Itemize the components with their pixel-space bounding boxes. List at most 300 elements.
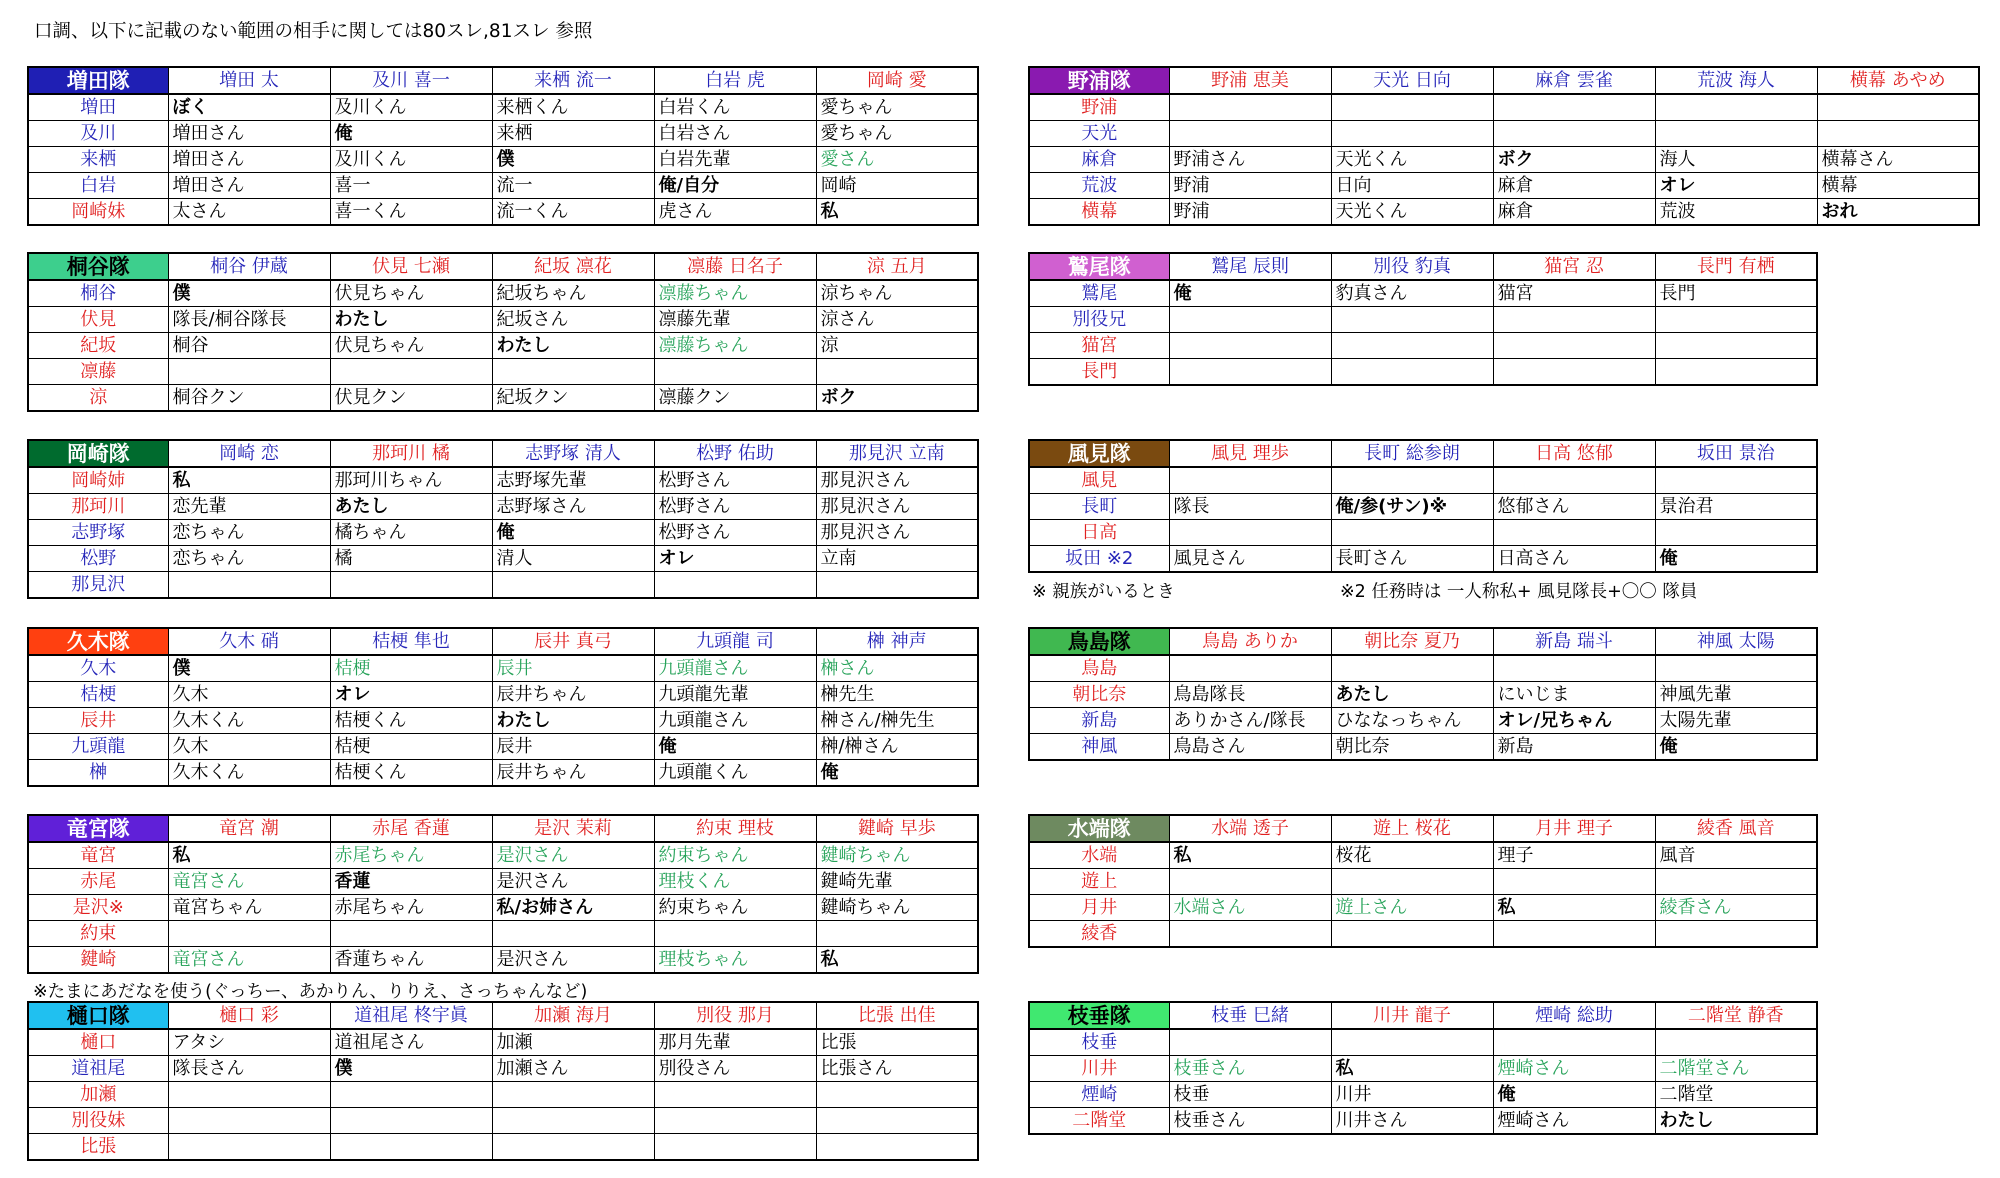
table-cell: 枝垂さん [1169,1056,1331,1082]
table-cell [654,572,816,599]
table-cell: 道祖尾さん [330,1029,492,1056]
table-cell [1169,94,1331,121]
table-cell: 桐谷クン [168,385,330,412]
row-label: 二階堂 [1029,1108,1169,1135]
table-cell: 太陽先輩 [1655,708,1817,734]
table-cell [1493,94,1655,121]
table-cell [492,1108,654,1134]
table-cell: 僕 [330,1056,492,1082]
member-header: 伏見 七瀬 [330,253,492,280]
member-header: 綾香 風音 [1655,815,1817,842]
row-label: 綾香 [1029,921,1169,948]
table-row [28,280,978,307]
table-cell: 僕 [492,147,654,173]
row-label: 川井 [1029,1056,1169,1082]
table-cell [1817,94,1979,121]
table-cell [1493,121,1655,147]
table-cell [1493,333,1655,359]
table-cell: 約束ちゃん [654,895,816,921]
table-cell [1655,94,1817,121]
table-cell: 那月先輩 [654,1029,816,1056]
row-label: 是沢※ [28,895,168,921]
table-cell: 赤尾ちゃん [330,895,492,921]
member-header: 志野塚 清人 [492,440,654,467]
table-row [28,1056,978,1082]
table-cell: 理枝くん [654,869,816,895]
table-cell [1331,121,1493,147]
table-cell: 横幕 [1817,173,1979,199]
member-header: 桔梗 隼也 [330,628,492,655]
table-cell [654,1108,816,1134]
table-cell: 白岩くん [654,94,816,121]
member-header: 長町 総参朗 [1331,440,1493,467]
table-cell: 綾香さん [1655,895,1817,921]
table-cell: 志野塚先輩 [492,467,654,494]
table-cell: 喜一 [330,173,492,199]
table-cell: 清人 [492,546,654,572]
row-label: 月井 [1029,895,1169,921]
squad-title: 野浦隊 [1029,67,1169,94]
table-cell [1655,121,1817,147]
row-label: 加瀬 [28,1082,168,1108]
table-cell: 俺 [654,734,816,760]
table-cell: 増田さん [168,121,330,147]
table-cell: 是沢さん [492,869,654,895]
table-cell [1493,655,1655,682]
member-header: 月井 理子 [1493,815,1655,842]
table-cell: 九頭龍さん [654,655,816,682]
table-cell [1169,359,1331,386]
member-header: 二階堂 静香 [1655,1002,1817,1029]
table-cell [1169,869,1331,895]
table-row [1029,921,1817,948]
table-cell: 流一 [492,173,654,199]
table-cell: 香蓮 [330,869,492,895]
member-header: 紀坂 凛花 [492,253,654,280]
table-row [1029,94,1979,121]
member-header: 及川 喜一 [330,67,492,94]
row-label: 約束 [28,921,168,947]
table-cell: 榊先生 [816,682,978,708]
row-label: 日高 [1029,520,1169,546]
table-cell: 松野さん [654,467,816,494]
row-label: 那珂川 [28,494,168,520]
table-cell: 私 [1493,895,1655,921]
table-cell: 辰井 [492,734,654,760]
member-header: 那見沢 立南 [816,440,978,467]
table-cell [1655,333,1817,359]
table-cell: 隊長 [1169,494,1331,520]
squad-table [27,627,979,787]
table-cell: 俺/自分 [654,173,816,199]
squad-table [27,66,979,226]
table-row [28,385,978,412]
table-cell [1331,307,1493,333]
member-header: 横幕 あやめ [1817,67,1979,94]
member-header: 猫宮 忍 [1493,253,1655,280]
row-label: 風見 [1029,467,1169,494]
table-cell: わたし [492,333,654,359]
table-cell: 俺 [1655,734,1817,761]
table-cell [1331,869,1493,895]
table-cell: 神風先輩 [1655,682,1817,708]
table-cell: 二階堂さん [1655,1056,1817,1082]
table-cell: あたし [330,494,492,520]
table-cell: 理子 [1493,842,1655,869]
member-header: 九頭龍 司 [654,628,816,655]
table-cell [1331,921,1493,948]
member-header: 赤尾 香蓮 [330,815,492,842]
member-header: 樋口 彩 [168,1002,330,1029]
table-row [1029,842,1817,869]
table-cell [816,1134,978,1161]
table-cell: 風見さん [1169,546,1331,573]
row-label: 竜宮 [28,842,168,869]
header-row [1029,440,1817,467]
member-header: 榊 神声 [816,628,978,655]
table-cell: 俺/参(サン)※ [1331,494,1493,520]
table-cell [1169,1029,1331,1056]
member-header: 鍵崎 早歩 [816,815,978,842]
member-header: 天光 日向 [1331,67,1493,94]
table-cell [1655,467,1817,494]
member-header: 神風 太陽 [1655,628,1817,655]
table-cell: 比張 [816,1029,978,1056]
table-cell: わたし [492,708,654,734]
table-cell [1655,1029,1817,1056]
table-cell: 海人 [1655,147,1817,173]
table-cell: 私 [1331,1056,1493,1082]
table-cell: 紀坂クン [492,385,654,412]
row-label: 桐谷 [28,280,168,307]
member-header: 松野 佑助 [654,440,816,467]
table-cell: 日高さん [1493,546,1655,573]
table-cell: 愛ちゃん [816,94,978,121]
table-cell: 野浦さん [1169,147,1331,173]
table-cell: おれ [1817,199,1979,226]
table-cell: 竜宮さん [168,947,330,974]
row-label: 松野 [28,546,168,572]
row-label: 遊上 [1029,869,1169,895]
table-cell [1817,121,1979,147]
table-cell: 伏見ちゃん [330,280,492,307]
table-cell: 鍵崎ちゃん [816,895,978,921]
table-cell [168,1134,330,1161]
row-label: 長町 [1029,494,1169,520]
table-row [28,494,978,520]
table-cell: あたし [1331,682,1493,708]
table-cell: 煙崎さん [1493,1108,1655,1135]
table-cell: 鍵崎先輩 [816,869,978,895]
table-row [28,94,978,121]
table-cell: 私 [168,467,330,494]
table-row [28,655,978,682]
squad-table [1028,252,1818,386]
member-header: 坂田 景治 [1655,440,1817,467]
table-cell: 隊長さん [168,1056,330,1082]
table-cell: 加瀬さん [492,1056,654,1082]
table-row [1029,121,1979,147]
table-row [28,842,978,869]
table-cell [330,359,492,385]
table-cell: 俺 [1169,280,1331,307]
table-cell: 凛藤ちゃん [654,280,816,307]
header-row [1029,253,1817,280]
table-cell [1493,307,1655,333]
table-cell: ありかさん/隊長 [1169,708,1331,734]
member-header: 枝垂 巳緒 [1169,1002,1331,1029]
row-label: 別役妹 [28,1108,168,1134]
row-label: 凛藤 [28,359,168,385]
table-cell: 那見沢さん [816,467,978,494]
table-cell [1331,655,1493,682]
squad-table [1028,66,1980,226]
squad-table [1028,627,1818,761]
table-cell: ぼく [168,94,330,121]
table-cell: 松野さん [654,494,816,520]
table-cell: 長町さん [1331,546,1493,573]
row-label: 辰井 [28,708,168,734]
row-label: 岡崎姉 [28,467,168,494]
table-cell [1331,467,1493,494]
squad-table [1028,814,1818,948]
row-label: 榊 [28,760,168,787]
table-cell: 辰井ちゃん [492,760,654,787]
table-cell: 理枝ちゃん [654,947,816,974]
table-cell: 煙崎さん [1493,1056,1655,1082]
member-header: 長門 有栖 [1655,253,1817,280]
table-cell: 那見沢さん [816,520,978,546]
squad-title: 鷲尾隊 [1029,253,1169,280]
table-cell [1169,655,1331,682]
table-cell: 約束ちゃん [654,842,816,869]
member-header: 比張 出佳 [816,1002,978,1029]
member-header: 久木 硝 [168,628,330,655]
row-label: 比張 [28,1134,168,1161]
row-label: 那見沢 [28,572,168,599]
table-cell: 竜宮さん [168,869,330,895]
table-cell: 桔梗くん [330,760,492,787]
table-cell [492,921,654,947]
table-row [1029,467,1817,494]
squad-title: 増田隊 [28,67,168,94]
header-row [28,67,978,94]
table-cell: 風音 [1655,842,1817,869]
table-cell: 流一くん [492,199,654,226]
table-cell: 恋ちゃん [168,546,330,572]
table-cell [330,921,492,947]
table-cell: 涼さん [816,307,978,333]
table-cell: 川井さん [1331,1108,1493,1135]
table-row [28,869,978,895]
table-cell: 俺 [492,520,654,546]
member-header: 加瀬 海月 [492,1002,654,1029]
member-header: 来栖 流一 [492,67,654,94]
member-header: 約束 理枝 [654,815,816,842]
squad-table [27,1001,979,1161]
table-row [1029,655,1817,682]
member-header: 野浦 恵美 [1169,67,1331,94]
table-cell: 伏見ちゃん [330,333,492,359]
table-cell [816,921,978,947]
header-row [1029,815,1817,842]
row-label: 桔梗 [28,682,168,708]
table-cell [1169,121,1331,147]
table-row [1029,280,1817,307]
table-cell: 枝垂さん [1169,1108,1331,1135]
table-cell: 僕 [168,280,330,307]
table-cell: 紀坂さん [492,307,654,333]
table-cell: 桔梗 [330,734,492,760]
table-row [1029,1108,1817,1135]
table-cell: 私/お姉さん [492,895,654,921]
table-cell: 那見沢さん [816,494,978,520]
table-cell: 恋先輩 [168,494,330,520]
row-label: 涼 [28,385,168,412]
member-header: 別役 那月 [654,1002,816,1029]
table-cell: 桔梗くん [330,708,492,734]
table-cell: 愛ちゃん [816,121,978,147]
table-cell: 増田さん [168,147,330,173]
table-row [28,359,978,385]
row-label: 猫宮 [1029,333,1169,359]
table-cell: 俺 [816,760,978,787]
row-label: 久木 [28,655,168,682]
row-label: 煙崎 [1029,1082,1169,1108]
table-cell: わたし [330,307,492,333]
table-cell [1655,359,1817,386]
table-cell [1493,921,1655,948]
table-cell: 別役さん [654,1056,816,1082]
table-cell: 松野さん [654,520,816,546]
table-row [28,121,978,147]
squad-title: 久木隊 [28,628,168,655]
table-cell: 来栖くん [492,94,654,121]
member-header: 遊上 桜花 [1331,815,1493,842]
table-cell [330,1082,492,1108]
row-label: 来栖 [28,147,168,173]
table-cell: 朝比奈 [1331,734,1493,761]
table-cell: 那珂川ちゃん [330,467,492,494]
table-cell: 二階堂 [1655,1082,1817,1108]
table-row [28,682,978,708]
row-label: 別役兄 [1029,307,1169,333]
table-cell: にいじま [1493,682,1655,708]
table-cell [1655,869,1817,895]
table-cell: ひななっちゃん [1331,708,1493,734]
member-header: 是沢 茉莉 [492,815,654,842]
table-cell: 増田さん [168,173,330,199]
table-cell: 野浦 [1169,199,1331,226]
table-cell: 俺 [1655,546,1817,573]
squad-title: 桐谷隊 [28,253,168,280]
table-row [1029,895,1817,921]
table-cell: オレ [1655,173,1817,199]
table-cell: 日向 [1331,173,1493,199]
row-label: 坂田 ※2 [1029,546,1169,573]
table-cell [168,359,330,385]
table-cell [1655,520,1817,546]
table-cell: 喜一くん [330,199,492,226]
note-kazami-1: ※ 親族がいるとき [1032,582,1175,602]
member-header: 麻倉 雲雀 [1493,67,1655,94]
table-row [28,708,978,734]
table-row [28,734,978,760]
member-header: 鳥島 ありか [1169,628,1331,655]
table-cell [1655,921,1817,948]
row-label: 水端 [1029,842,1169,869]
table-cell [654,921,816,947]
table-row [28,199,978,226]
table-cell: 桔梗 [330,655,492,682]
table-cell: 白岩先輩 [654,147,816,173]
table-cell: 来栖 [492,121,654,147]
table-cell [168,921,330,947]
table-row [28,1108,978,1134]
row-label: 野浦 [1029,94,1169,121]
table-row [1029,1029,1817,1056]
table-cell [1493,467,1655,494]
member-header: 白岩 虎 [654,67,816,94]
note-tatsumiya: ※たまにあだなを使う(ぐっちー、あかりん、りりえ、さっちゃんなど) [33,982,588,1002]
table-row [28,467,978,494]
table-cell: 恋ちゃん [168,520,330,546]
table-cell: 橘ちゃん [330,520,492,546]
squad-table [1028,1001,1818,1135]
table-cell: 辰井ちゃん [492,682,654,708]
table-cell [816,1108,978,1134]
table-cell [492,1082,654,1108]
table-cell: 久木 [168,682,330,708]
row-label: 朝比奈 [1029,682,1169,708]
member-header: 岡崎 愛 [816,67,978,94]
squad-title: 枝垂隊 [1029,1002,1169,1029]
member-header: 岡崎 恋 [168,440,330,467]
header-row [28,1002,978,1029]
squad-title: 樋口隊 [28,1002,168,1029]
header-row [28,628,978,655]
table-row [28,147,978,173]
table-row [1029,333,1817,359]
squad-table [27,252,979,412]
table-row [28,520,978,546]
table-cell: 凛藤ちゃん [654,333,816,359]
table-cell: 麻倉 [1493,173,1655,199]
table-cell: 辰井 [492,655,654,682]
table-row [28,1134,978,1161]
row-label: 長門 [1029,359,1169,386]
row-label: 岡崎妹 [28,199,168,226]
table-row [28,307,978,333]
table-cell: 涼ちゃん [816,280,978,307]
squad-table [27,814,979,974]
row-label: 紀坂 [28,333,168,359]
table-cell [816,572,978,599]
member-header: 別役 豹真 [1331,253,1493,280]
table-cell [1655,655,1817,682]
table-cell [168,572,330,599]
table-cell: 九頭龍さん [654,708,816,734]
table-cell: 悠郁さん [1493,494,1655,520]
member-header: 桐谷 伊蔵 [168,253,330,280]
row-label: 神風 [1029,734,1169,761]
table-cell: オレ [654,546,816,572]
table-cell [654,359,816,385]
table-cell: アタシ [168,1029,330,1056]
header-row [28,815,978,842]
table-row [28,947,978,974]
table-cell [654,1082,816,1108]
